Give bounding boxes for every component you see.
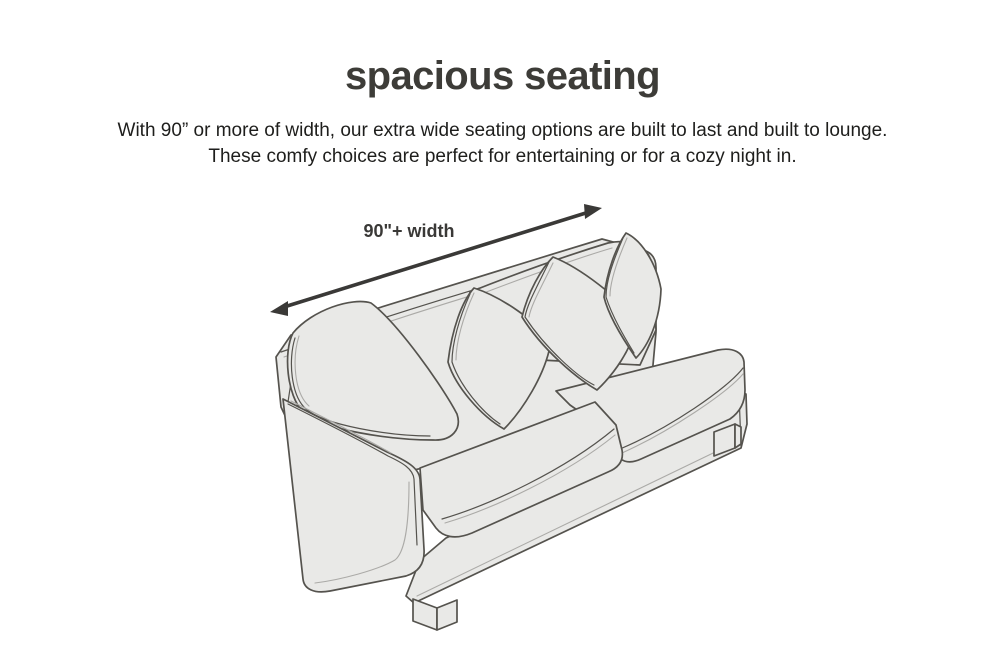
- description-line-1: With 90” or more of width, our extra wide seating options are built to last and built to lounge.: [117, 120, 888, 141]
- description-line-2: These comfy choices are perfect for entertaining or for a cozy night in.: [208, 146, 797, 167]
- arrow-head-left-icon: [270, 301, 288, 316]
- front-foot-side: [437, 600, 457, 630]
- arrow-head-right-icon: [584, 204, 602, 219]
- front-foot: [413, 599, 437, 630]
- page-title: spacious seating: [345, 54, 660, 98]
- sofa-line-art: [276, 233, 747, 630]
- dimension-label: 90"+ width: [363, 221, 455, 241]
- right-foot-side: [735, 424, 741, 448]
